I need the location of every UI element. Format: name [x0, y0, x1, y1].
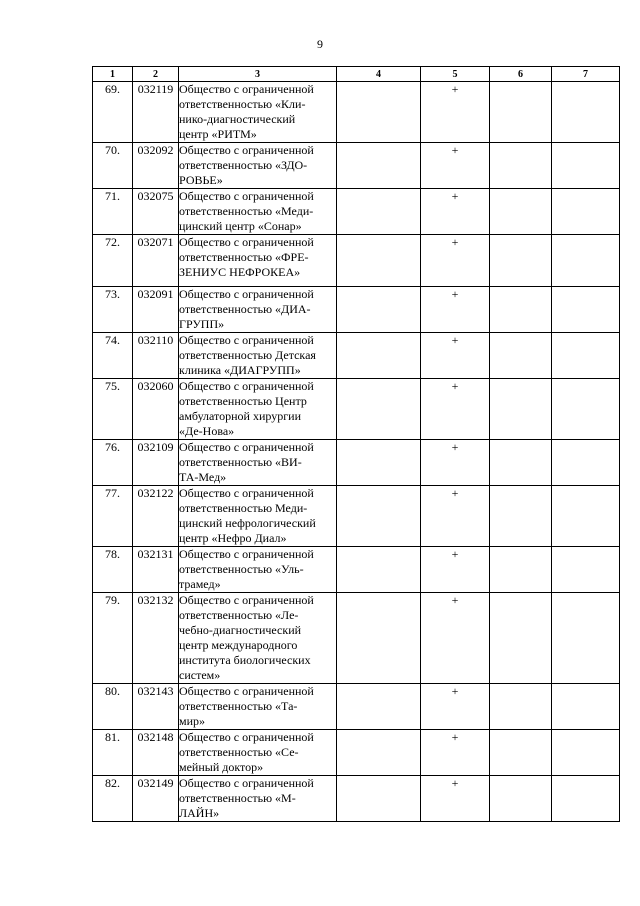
- cell-col5-mark: +: [421, 189, 490, 235]
- cell-col5-mark: +: [421, 593, 490, 684]
- cell-col6: [490, 486, 552, 547]
- cell-col4: [337, 776, 421, 822]
- table-row: [93, 730, 620, 776]
- table-row: [93, 235, 620, 287]
- cell-col6: [490, 333, 552, 379]
- cell-col5-mark: +: [421, 287, 490, 333]
- header-cell: 6: [490, 67, 552, 82]
- cell-col6: [490, 235, 552, 287]
- row-number: 77.: [93, 486, 133, 547]
- row-number: 81.: [93, 730, 133, 776]
- table-row: [93, 287, 620, 333]
- header-cell: 2: [133, 67, 179, 82]
- row-number: 71.: [93, 189, 133, 235]
- cell-col7: [552, 547, 620, 593]
- organization-name: Общество с ограниченной ответственностью «М- ЛАЙН»: [179, 776, 337, 822]
- table-row: [93, 440, 620, 486]
- cell-col7: [552, 593, 620, 684]
- cell-col6: [490, 684, 552, 730]
- cell-col7: [552, 235, 620, 287]
- cell-col5-mark: +: [421, 235, 490, 287]
- organization-name: Общество с ограниченной ответственностью Детская клиника «ДИАГРУПП»: [179, 333, 337, 379]
- cell-col6: [490, 730, 552, 776]
- registry-table: [92, 66, 620, 822]
- header-cell: 1: [93, 67, 133, 82]
- table-row: [93, 684, 620, 730]
- cell-col4: [337, 287, 421, 333]
- cell-col5-mark: +: [421, 547, 490, 593]
- cell-col5-mark: +: [421, 730, 490, 776]
- cell-col7: [552, 730, 620, 776]
- cell-col6: [490, 593, 552, 684]
- organization-name: Общество с ограниченной ответственностью «ФРЕ- ЗЕНИУС НЕФРОКЕА»: [179, 235, 337, 287]
- row-number: 80.: [93, 684, 133, 730]
- row-code: 032060: [133, 379, 179, 440]
- row-number: 78.: [93, 547, 133, 593]
- row-code: 032143: [133, 684, 179, 730]
- cell-col4: [337, 593, 421, 684]
- cell-col5-mark: +: [421, 333, 490, 379]
- row-code: 032075: [133, 189, 179, 235]
- row-code: 032148: [133, 730, 179, 776]
- organization-name: Общество с ограниченной ответственностью Меди- цинский нефрологический центр «Нефро Диал»: [179, 486, 337, 547]
- cell-col7: [552, 189, 620, 235]
- cell-col4: [337, 730, 421, 776]
- cell-col6: [490, 440, 552, 486]
- cell-col4: [337, 547, 421, 593]
- organization-name: Общество с ограниченной ответственностью «ДИА- ГРУПП»: [179, 287, 337, 333]
- organization-name: Общество с ограниченной ответственностью «Ле- чебно-диагностический центр международного института биологических систем»: [179, 593, 337, 684]
- cell-col5-mark: +: [421, 440, 490, 486]
- table-row: [93, 189, 620, 235]
- cell-col6: [490, 379, 552, 440]
- cell-col5-mark: +: [421, 82, 490, 143]
- header-cell: 4: [337, 67, 421, 82]
- organization-name: Общество с ограниченной ответственностью Центр амбулаторной хирургии «Де-Нова»: [179, 379, 337, 440]
- cell-col7: [552, 82, 620, 143]
- cell-col5-mark: +: [421, 776, 490, 822]
- cell-col4: [337, 486, 421, 547]
- page-number: 9: [317, 37, 323, 51]
- cell-col5-mark: +: [421, 684, 490, 730]
- table-row: [93, 776, 620, 822]
- organization-name: Общество с ограниченной ответственностью «ВИ- ТА-Мед»: [179, 440, 337, 486]
- cell-col7: [552, 684, 620, 730]
- cell-col5-mark: +: [421, 486, 490, 547]
- row-code: 032132: [133, 593, 179, 684]
- cell-col4: [337, 333, 421, 379]
- row-number: 72.: [93, 235, 133, 287]
- table-row: [93, 82, 620, 143]
- table-row: [93, 379, 620, 440]
- row-number: 76.: [93, 440, 133, 486]
- table-row: [93, 547, 620, 593]
- table-row: [93, 333, 620, 379]
- row-number: 69.: [93, 82, 133, 143]
- row-number: 70.: [93, 143, 133, 189]
- cell-col6: [490, 776, 552, 822]
- row-number: 79.: [93, 593, 133, 684]
- cell-col5-mark: +: [421, 143, 490, 189]
- cell-col7: [552, 486, 620, 547]
- cell-col4: [337, 379, 421, 440]
- cell-col7: [552, 287, 620, 333]
- row-code: 032091: [133, 287, 179, 333]
- header-row: [93, 67, 620, 82]
- cell-col4: [337, 235, 421, 287]
- cell-col6: [490, 547, 552, 593]
- cell-col7: [552, 440, 620, 486]
- organization-name: Общество с ограниченной ответственностью «Кли- нико-диагностический центр «РИТМ»: [179, 82, 337, 143]
- cell-col6: [490, 287, 552, 333]
- organization-name: Общество с ограниченной ответственностью «Меди- цинский центр «Сонар»: [179, 189, 337, 235]
- cell-col6: [490, 189, 552, 235]
- header-cell: 7: [552, 67, 620, 82]
- organization-name: Общество с ограниченной ответственностью «ЗДО- РОВЬЕ»: [179, 143, 337, 189]
- cell-col4: [337, 684, 421, 730]
- row-code: 032109: [133, 440, 179, 486]
- row-code: 032119: [133, 82, 179, 143]
- cell-col7: [552, 776, 620, 822]
- row-number: 75.: [93, 379, 133, 440]
- row-code: 032131: [133, 547, 179, 593]
- organization-name: Общество с ограниченной ответственностью «Се- мейный доктор»: [179, 730, 337, 776]
- organization-name: Общество с ограниченной ответственностью «Уль- трамед»: [179, 547, 337, 593]
- row-number: 74.: [93, 333, 133, 379]
- row-code: 032092: [133, 143, 179, 189]
- cell-col4: [337, 189, 421, 235]
- table-row: [93, 143, 620, 189]
- table-body: [93, 82, 620, 822]
- cell-col6: [490, 143, 552, 189]
- cell-col4: [337, 440, 421, 486]
- row-number: 73.: [93, 287, 133, 333]
- cell-col7: [552, 143, 620, 189]
- cell-col7: [552, 333, 620, 379]
- cell-col4: [337, 82, 421, 143]
- row-code: 032110: [133, 333, 179, 379]
- row-number: 82.: [93, 776, 133, 822]
- cell-col4: [337, 143, 421, 189]
- cell-col6: [490, 82, 552, 143]
- row-code: 032071: [133, 235, 179, 287]
- cell-col5-mark: +: [421, 379, 490, 440]
- table-row: [93, 593, 620, 684]
- header-cell: 5: [421, 67, 490, 82]
- row-code: 032122: [133, 486, 179, 547]
- organization-name: Общество с ограниченной ответственностью «Та- мир»: [179, 684, 337, 730]
- cell-col7: [552, 379, 620, 440]
- table-row: [93, 486, 620, 547]
- row-code: 032149: [133, 776, 179, 822]
- header-cell: 3: [179, 67, 337, 82]
